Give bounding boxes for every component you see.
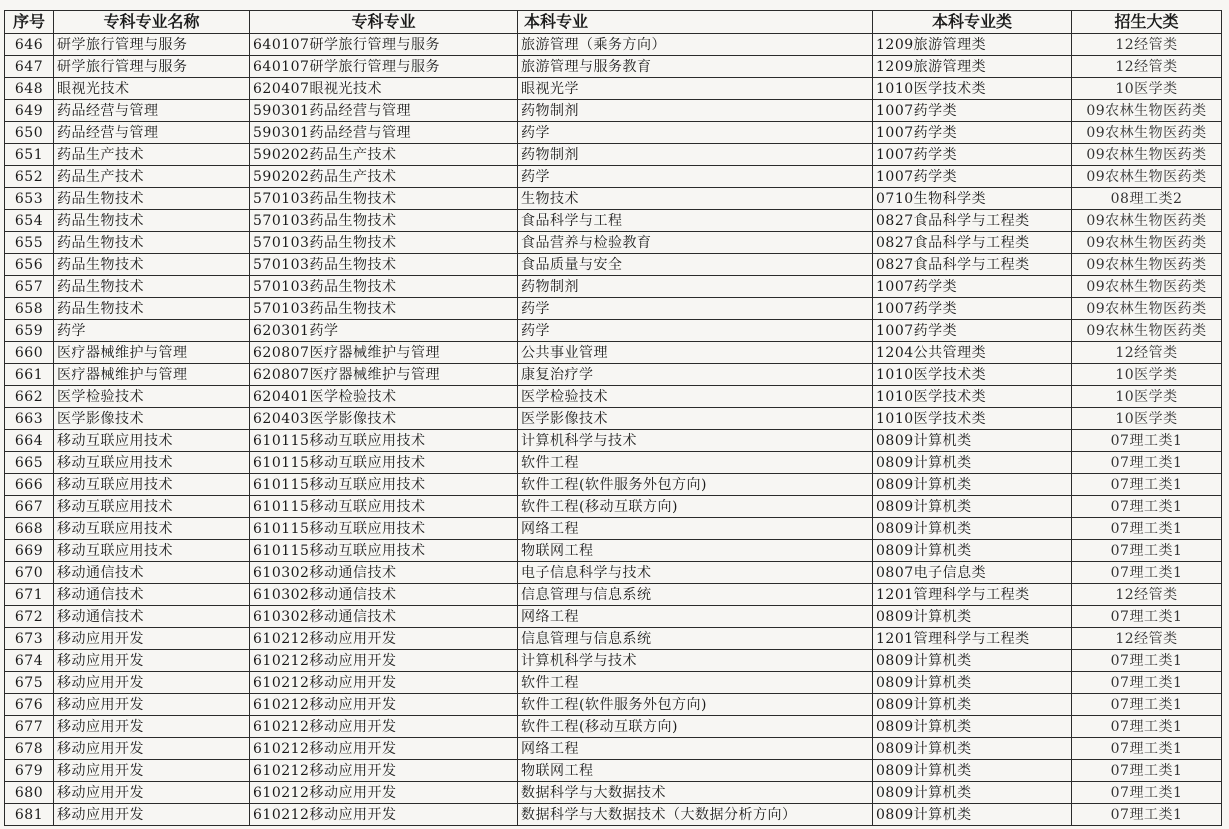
undergrad-category-cell: 0809计算机类: [873, 716, 1072, 738]
row-index-cell: 661: [5, 364, 54, 386]
table-row: [5, 34, 1222, 56]
admission-category-cell: 07理工类1: [1072, 782, 1222, 804]
admission-category-cell: 09农林生物医药类: [1072, 166, 1222, 188]
vocational-major-cell: 610115移动互联应用技术: [250, 518, 518, 540]
undergrad-major-cell: 网络工程: [518, 606, 873, 628]
undergrad-major-cell: 软件工程: [518, 452, 873, 474]
admission-category-cell: 09农林生物医药类: [1072, 122, 1222, 144]
undergrad-major-cell: 数据科学与大数据技术（大数据分析方向）: [518, 804, 873, 826]
header-admission-category: 招生大类: [1072, 11, 1222, 34]
undergrad-category-cell: 0827食品科学与工程类: [873, 254, 1072, 276]
table-row: [5, 738, 1222, 760]
row-index-cell: 663: [5, 408, 54, 430]
undergrad-category-cell: 0809计算机类: [873, 430, 1072, 452]
undergrad-major-cell: 软件工程: [518, 672, 873, 694]
admission-category-cell: 10医学类: [1072, 78, 1222, 100]
undergrad-category-cell: 1007药学类: [873, 276, 1072, 298]
undergrad-major-cell: 软件工程(移动互联方向): [518, 496, 873, 518]
admission-category-cell: 09农林生物医药类: [1072, 276, 1222, 298]
vocational-name-cell: 移动应用开发: [54, 694, 250, 716]
row-index-cell: 677: [5, 716, 54, 738]
admission-category-cell: 12经管类: [1072, 342, 1222, 364]
admission-category-cell: 08理工类2: [1072, 188, 1222, 210]
admission-category-cell: 09农林生物医药类: [1072, 232, 1222, 254]
undergrad-major-cell: 数据科学与大数据技术: [518, 782, 873, 804]
row-index-cell: 654: [5, 210, 54, 232]
admission-category-cell: 07理工类1: [1072, 650, 1222, 672]
admission-category-cell: 12经管类: [1072, 34, 1222, 56]
vocational-name-cell: 药品生产技术: [54, 166, 250, 188]
table-row: [5, 100, 1222, 122]
undergrad-major-cell: 药学: [518, 320, 873, 342]
undergrad-category-cell: 0809计算机类: [873, 606, 1072, 628]
admission-category-cell: 07理工类1: [1072, 496, 1222, 518]
vocational-name-cell: 药品生物技术: [54, 232, 250, 254]
vocational-major-cell: 570103药品生物技术: [250, 276, 518, 298]
vocational-major-cell: 610212移动应用开发: [250, 628, 518, 650]
undergrad-major-cell: 信息管理与信息系统: [518, 584, 873, 606]
undergrad-category-cell: 0827食品科学与工程类: [873, 232, 1072, 254]
admission-category-cell: 07理工类1: [1072, 760, 1222, 782]
row-index-cell: 651: [5, 144, 54, 166]
row-index-cell: 666: [5, 474, 54, 496]
table-row: [5, 562, 1222, 584]
table-row: [5, 584, 1222, 606]
undergrad-category-cell: 1209旅游管理类: [873, 34, 1072, 56]
vocational-name-cell: 移动互联应用技术: [54, 452, 250, 474]
row-index-cell: 669: [5, 540, 54, 562]
row-index-cell: 674: [5, 650, 54, 672]
table-row: [5, 606, 1222, 628]
row-index-cell: 659: [5, 320, 54, 342]
table-row: [5, 496, 1222, 518]
vocational-name-cell: 移动互联应用技术: [54, 474, 250, 496]
undergrad-category-cell: 0809计算机类: [873, 650, 1072, 672]
admission-category-cell: 10医学类: [1072, 386, 1222, 408]
undergrad-major-cell: 食品营养与检验教育: [518, 232, 873, 254]
row-index-cell: 662: [5, 386, 54, 408]
vocational-name-cell: 移动互联应用技术: [54, 430, 250, 452]
row-index-cell: 681: [5, 804, 54, 826]
table-row: [5, 232, 1222, 254]
admission-category-cell: 12经管类: [1072, 584, 1222, 606]
row-index-cell: 680: [5, 782, 54, 804]
admission-category-cell: 07理工类1: [1072, 562, 1222, 584]
row-index-cell: 668: [5, 518, 54, 540]
row-index-cell: 672: [5, 606, 54, 628]
table-row: [5, 320, 1222, 342]
undergrad-major-cell: 生物技术: [518, 188, 873, 210]
row-index-cell: 670: [5, 562, 54, 584]
undergrad-category-cell: 0807电子信息类: [873, 562, 1072, 584]
undergrad-category-cell: 0710生物科学类: [873, 188, 1072, 210]
vocational-name-cell: 药品生物技术: [54, 276, 250, 298]
table-row: [5, 408, 1222, 430]
row-index-cell: 649: [5, 100, 54, 122]
vocational-major-cell: 610212移动应用开发: [250, 716, 518, 738]
row-index-cell: 675: [5, 672, 54, 694]
row-index-cell: 658: [5, 298, 54, 320]
undergrad-category-cell: 0809计算机类: [873, 760, 1072, 782]
vocational-name-cell: 移动应用开发: [54, 804, 250, 826]
vocational-major-cell: 570103药品生物技术: [250, 298, 518, 320]
vocational-name-cell: 医学影像技术: [54, 408, 250, 430]
vocational-name-cell: 移动应用开发: [54, 738, 250, 760]
vocational-name-cell: 移动应用开发: [54, 650, 250, 672]
undergrad-category-cell: 0809计算机类: [873, 782, 1072, 804]
admission-category-cell: 07理工类1: [1072, 672, 1222, 694]
vocational-major-cell: 640107研学旅行管理与服务: [250, 34, 518, 56]
vocational-name-cell: 医疗器械维护与管理: [54, 364, 250, 386]
admission-category-cell: 07理工类1: [1072, 540, 1222, 562]
vocational-name-cell: 医疗器械维护与管理: [54, 342, 250, 364]
vocational-major-cell: 620401医学检验技术: [250, 386, 518, 408]
undergrad-major-cell: 软件工程(软件服务外包方向): [518, 474, 873, 496]
vocational-major-cell: 610212移动应用开发: [250, 650, 518, 672]
row-index-cell: 665: [5, 452, 54, 474]
row-index-cell: 671: [5, 584, 54, 606]
vocational-major-cell: 620807医疗器械维护与管理: [250, 342, 518, 364]
vocational-name-cell: 医学检验技术: [54, 386, 250, 408]
vocational-major-cell: 610115移动互联应用技术: [250, 540, 518, 562]
table-row: [5, 188, 1222, 210]
vocational-major-cell: 590202药品生产技术: [250, 166, 518, 188]
vocational-name-cell: 药品生物技术: [54, 254, 250, 276]
vocational-major-cell: 610115移动互联应用技术: [250, 474, 518, 496]
table-row: [5, 782, 1222, 804]
vocational-name-cell: 移动应用开发: [54, 760, 250, 782]
undergrad-category-cell: 0827食品科学与工程类: [873, 210, 1072, 232]
undergrad-category-cell: 1007药学类: [873, 320, 1072, 342]
vocational-major-cell: 610115移动互联应用技术: [250, 452, 518, 474]
table-row: [5, 78, 1222, 100]
admission-category-cell: 12经管类: [1072, 628, 1222, 650]
vocational-major-cell: 620403医学影像技术: [250, 408, 518, 430]
vocational-name-cell: 移动应用开发: [54, 716, 250, 738]
vocational-name-cell: 药品生产技术: [54, 144, 250, 166]
vocational-name-cell: 移动应用开发: [54, 672, 250, 694]
vocational-name-cell: 移动应用开发: [54, 628, 250, 650]
undergrad-major-cell: 物联网工程: [518, 540, 873, 562]
table-row: [5, 760, 1222, 782]
admission-category-cell: 10医学类: [1072, 364, 1222, 386]
table-row: [5, 804, 1222, 826]
vocational-major-cell: 570103药品生物技术: [250, 210, 518, 232]
row-index-cell: 655: [5, 232, 54, 254]
row-index-cell: 664: [5, 430, 54, 452]
admission-category-cell: 09农林生物医药类: [1072, 100, 1222, 122]
vocational-name-cell: 移动互联应用技术: [54, 518, 250, 540]
undergrad-category-cell: 1007药学类: [873, 144, 1072, 166]
table-row: [5, 144, 1222, 166]
row-index-cell: 673: [5, 628, 54, 650]
undergrad-major-cell: 软件工程(软件服务外包方向): [518, 694, 873, 716]
row-index-cell: 652: [5, 166, 54, 188]
vocational-major-cell: 610212移动应用开发: [250, 760, 518, 782]
row-index-cell: 646: [5, 34, 54, 56]
undergrad-major-cell: 公共事业管理: [518, 342, 873, 364]
row-index-cell: 667: [5, 496, 54, 518]
undergrad-major-cell: 药物制剂: [518, 144, 873, 166]
vocational-name-cell: 移动应用开发: [54, 782, 250, 804]
admission-category-cell: 07理工类1: [1072, 474, 1222, 496]
undergrad-category-cell: 1007药学类: [873, 166, 1072, 188]
vocational-name-cell: 药学: [54, 320, 250, 342]
admission-category-cell: 07理工类1: [1072, 738, 1222, 760]
admission-category-cell: 07理工类1: [1072, 518, 1222, 540]
row-index-cell: 657: [5, 276, 54, 298]
table-row: [5, 716, 1222, 738]
vocational-name-cell: 药品经营与管理: [54, 100, 250, 122]
admission-category-cell: 09农林生物医药类: [1072, 298, 1222, 320]
undergrad-major-cell: 药学: [518, 298, 873, 320]
vocational-major-cell: 620407眼视光技术: [250, 78, 518, 100]
table-row: [5, 540, 1222, 562]
header-vocational-name: 专科专业名称: [54, 11, 250, 34]
header-undergrad-major: 本科专业: [518, 11, 873, 34]
undergrad-category-cell: 0809计算机类: [873, 694, 1072, 716]
undergrad-major-cell: 药物制剂: [518, 276, 873, 298]
undergrad-category-cell: 1201管理科学与工程类: [873, 584, 1072, 606]
undergrad-major-cell: 网络工程: [518, 518, 873, 540]
header-undergrad-category: 本科专业类: [873, 11, 1072, 34]
undergrad-major-cell: 信息管理与信息系统: [518, 628, 873, 650]
vocational-name-cell: 移动通信技术: [54, 606, 250, 628]
undergrad-major-cell: 计算机科学与技术: [518, 650, 873, 672]
undergrad-category-cell: 1010医学技术类: [873, 78, 1072, 100]
vocational-major-cell: 610115移动互联应用技术: [250, 496, 518, 518]
vocational-name-cell: 研学旅行管理与服务: [54, 34, 250, 56]
undergrad-major-cell: 物联网工程: [518, 760, 873, 782]
table-header: [5, 11, 1222, 34]
vocational-name-cell: 移动通信技术: [54, 562, 250, 584]
table-row: [5, 672, 1222, 694]
undergrad-category-cell: 1007药学类: [873, 298, 1072, 320]
vocational-name-cell: 移动互联应用技术: [54, 496, 250, 518]
undergrad-major-cell: 药学: [518, 166, 873, 188]
undergrad-major-cell: 网络工程: [518, 738, 873, 760]
admission-category-cell: 09农林生物医药类: [1072, 254, 1222, 276]
row-index-cell: 678: [5, 738, 54, 760]
row-index-cell: 647: [5, 56, 54, 78]
undergrad-major-cell: 康复治疗学: [518, 364, 873, 386]
undergrad-major-cell: 食品科学与工程: [518, 210, 873, 232]
table-row: [5, 518, 1222, 540]
table-row: [5, 210, 1222, 232]
vocational-major-cell: 640107研学旅行管理与服务: [250, 56, 518, 78]
admission-category-cell: 09农林生物医药类: [1072, 144, 1222, 166]
table-row: [5, 452, 1222, 474]
table-row: [5, 122, 1222, 144]
admission-category-cell: 10医学类: [1072, 408, 1222, 430]
row-index-cell: 648: [5, 78, 54, 100]
vocational-name-cell: 药品生物技术: [54, 210, 250, 232]
table-row: [5, 342, 1222, 364]
undergrad-major-cell: 眼视光学: [518, 78, 873, 100]
table-row: [5, 166, 1222, 188]
vocational-major-cell: 610302移动通信技术: [250, 562, 518, 584]
table-row: [5, 254, 1222, 276]
vocational-major-cell: 590301药品经营与管理: [250, 122, 518, 144]
row-index-cell: 660: [5, 342, 54, 364]
undergrad-category-cell: 1010医学技术类: [873, 408, 1072, 430]
undergrad-major-cell: 食品质量与安全: [518, 254, 873, 276]
vocational-name-cell: 药品生物技术: [54, 298, 250, 320]
vocational-major-cell: 610115移动互联应用技术: [250, 430, 518, 452]
table-row: [5, 276, 1222, 298]
vocational-major-cell: 570103药品生物技术: [250, 188, 518, 210]
undergrad-major-cell: 计算机科学与技术: [518, 430, 873, 452]
vocational-name-cell: 移动互联应用技术: [54, 540, 250, 562]
vocational-major-cell: 620807医疗器械维护与管理: [250, 364, 518, 386]
undergrad-category-cell: 1209旅游管理类: [873, 56, 1072, 78]
admission-category-cell: 07理工类1: [1072, 804, 1222, 826]
vocational-major-cell: 570103药品生物技术: [250, 232, 518, 254]
admission-category-cell: 07理工类1: [1072, 430, 1222, 452]
undergrad-category-cell: 1007药学类: [873, 100, 1072, 122]
table-row: [5, 386, 1222, 408]
undergrad-category-cell: 0809计算机类: [873, 738, 1072, 760]
vocational-major-cell: 610302移动通信技术: [250, 584, 518, 606]
undergrad-category-cell: 0809计算机类: [873, 496, 1072, 518]
vocational-major-cell: 610212移动应用开发: [250, 694, 518, 716]
admission-category-cell: 09农林生物医药类: [1072, 320, 1222, 342]
vocational-major-cell: 610212移动应用开发: [250, 782, 518, 804]
undergrad-major-cell: 药学: [518, 122, 873, 144]
admission-category-cell: 07理工类1: [1072, 716, 1222, 738]
vocational-name-cell: 研学旅行管理与服务: [54, 56, 250, 78]
table-body: [5, 34, 1222, 826]
vocational-major-cell: 610212移动应用开发: [250, 738, 518, 760]
undergrad-major-cell: 药物制剂: [518, 100, 873, 122]
header-vocational-major: 专科专业: [250, 11, 518, 34]
undergrad-category-cell: 0809计算机类: [873, 518, 1072, 540]
undergrad-category-cell: 1201管理科学与工程类: [873, 628, 1072, 650]
row-index-cell: 676: [5, 694, 54, 716]
vocational-major-cell: 590301药品经营与管理: [250, 100, 518, 122]
table-row: [5, 56, 1222, 78]
undergrad-major-cell: 旅游管理（乘务方向）: [518, 34, 873, 56]
table-row: [5, 628, 1222, 650]
vocational-name-cell: 移动通信技术: [54, 584, 250, 606]
table-row: [5, 474, 1222, 496]
undergrad-category-cell: 0809计算机类: [873, 672, 1072, 694]
undergrad-category-cell: 1010医学技术类: [873, 364, 1072, 386]
vocational-major-cell: 610212移动应用开发: [250, 672, 518, 694]
vocational-major-cell: 570103药品生物技术: [250, 254, 518, 276]
undergrad-category-cell: 0809计算机类: [873, 452, 1072, 474]
undergrad-major-cell: 医学影像技术: [518, 408, 873, 430]
undergrad-category-cell: 1007药学类: [873, 122, 1072, 144]
admission-category-cell: 09农林生物医药类: [1072, 210, 1222, 232]
vocational-major-cell: 610302移动通信技术: [250, 606, 518, 628]
vocational-name-cell: 药品生物技术: [54, 188, 250, 210]
vocational-name-cell: 眼视光技术: [54, 78, 250, 100]
undergrad-major-cell: 医学检验技术: [518, 386, 873, 408]
row-index-cell: 656: [5, 254, 54, 276]
undergrad-category-cell: 0809计算机类: [873, 804, 1072, 826]
admission-category-cell: 07理工类1: [1072, 606, 1222, 628]
vocational-major-cell: 610212移动应用开发: [250, 804, 518, 826]
undergrad-category-cell: 1204公共管理类: [873, 342, 1072, 364]
row-index-cell: 679: [5, 760, 54, 782]
header-row: [5, 11, 1222, 34]
undergrad-category-cell: 0809计算机类: [873, 474, 1072, 496]
major-mapping-table: [4, 10, 1222, 826]
row-index-cell: 653: [5, 188, 54, 210]
header-index: 序号: [5, 11, 54, 34]
vocational-major-cell: 620301药学: [250, 320, 518, 342]
undergrad-major-cell: 软件工程(移动互联方向): [518, 716, 873, 738]
undergrad-major-cell: 电子信息科学与技术: [518, 562, 873, 584]
table-row: [5, 650, 1222, 672]
table-row: [5, 364, 1222, 386]
table-row: [5, 694, 1222, 716]
table-row: [5, 298, 1222, 320]
table-row: [5, 430, 1222, 452]
vocational-major-cell: 590202药品生产技术: [250, 144, 518, 166]
admission-category-cell: 07理工类1: [1072, 452, 1222, 474]
vocational-name-cell: 药品经营与管理: [54, 122, 250, 144]
admission-category-cell: 07理工类1: [1072, 694, 1222, 716]
row-index-cell: 650: [5, 122, 54, 144]
undergrad-category-cell: 0809计算机类: [873, 540, 1072, 562]
undergrad-category-cell: 1010医学技术类: [873, 386, 1072, 408]
admission-category-cell: 12经管类: [1072, 56, 1222, 78]
undergrad-major-cell: 旅游管理与服务教育: [518, 56, 873, 78]
